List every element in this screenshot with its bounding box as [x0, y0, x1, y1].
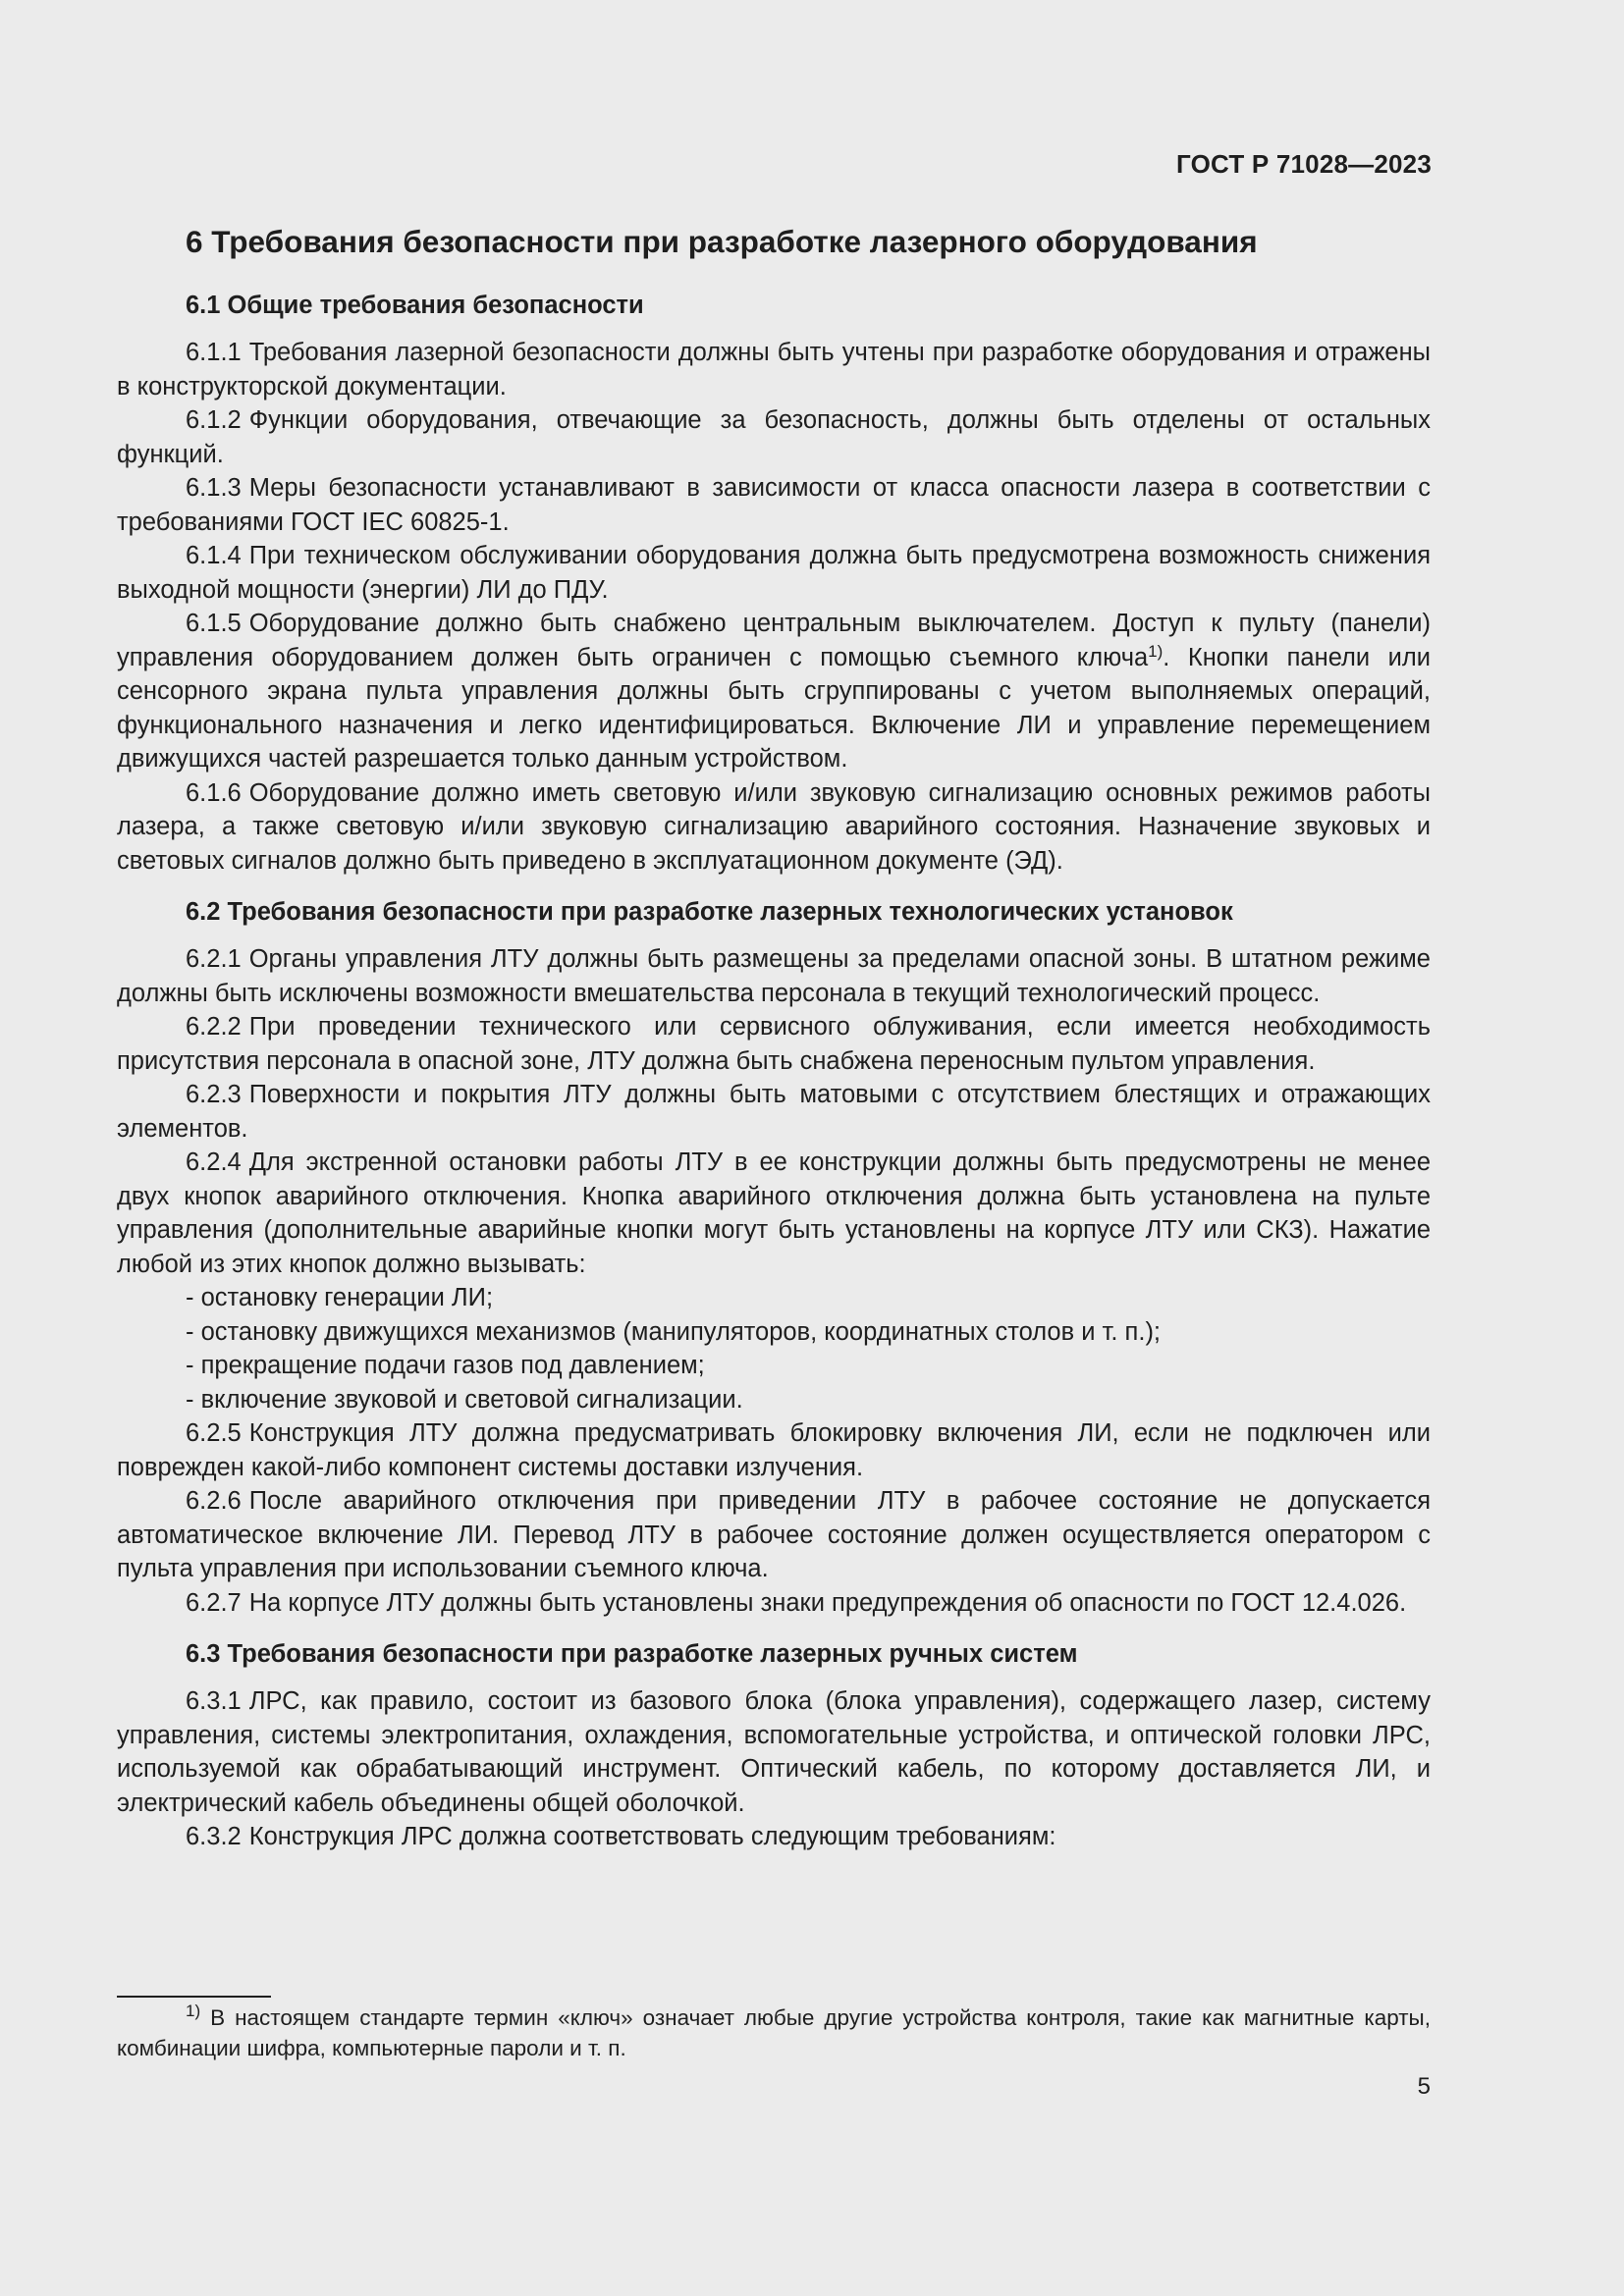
list-item: - остановку генерации ЛИ; [186, 1284, 494, 1311]
document-code-header: ГОСТ Р 71028—2023 [1176, 149, 1432, 179]
clause-text: После аварийного отключения при приведении ЛТУ в рабочее состояние не допускается автоматическое включение ЛИ. Перевод ЛТУ в рабочее состояние должен осуществляется оператором с пульта управления при использовании съемного ключа. [117, 1487, 1431, 1582]
clause-text: На корпусе ЛТУ должны быть установлены знаки предупреждения об опасности по ГОСТ 12.4.026. [248, 1588, 1407, 1617]
clause-number: 6.2.7 [186, 1588, 242, 1617]
footnote [117, 2002, 1431, 2063]
section-heading-6-3: 6.3 Требования безопасности при разработке лазерных ручных систем [186, 1640, 1078, 1668]
clause-text: При проведении технического или сервисного облуживания, если имеется необходимость присутствия персонала в опасной зоне, ЛТУ должна быть снабжена переносным пультом управления. [117, 1013, 1431, 1075]
clause-number: 6.1.1 [186, 339, 242, 366]
clause-6-2-6 [117, 1484, 1431, 1586]
clause-6-1-5 [117, 607, 1431, 776]
clause-text: Требования лазерной безопасности должны быть учтены при разработке оборудования и отражены в конструкторской документации. [117, 339, 1431, 400]
footnote-text: В настоящем стандарте термин «ключ» означает любые другие устройства контроля, такие как магнитные карты, комбинации шифра, компьютерные пароли и т. п. [117, 2005, 1431, 2060]
clause-text: ЛРС, как правило, состоит из базового блока (блока управления), содержащего лазер, систему управления, системы электропитания, охлаждения, вспомогательные устройства, и оптической головки ЛРС, используемой как обрабатывающий инструмент. Оптический кабель, по которому доставляется ЛИ, и электрический кабель объединены общей оболочкой. [117, 1687, 1431, 1817]
clause-number: 6.3.2 [186, 1823, 242, 1850]
footnote-marker: 1) [186, 2002, 201, 2020]
clause-text: Меры безопасности устанавливают в зависимости от класса опасности лазера в соответствии с требованиями ГОСТ IEC 60825-1. [117, 474, 1431, 536]
page-number: 5 [1417, 2073, 1431, 2100]
chapter-heading: 6 Требования безопасности при разработке лазерного оборудования [186, 224, 1258, 259]
clause-6-2-1 [117, 942, 1431, 1010]
clause-text: Органы управления ЛТУ должны быть размещены за пределами опасной зоны. В штатном режиме должны быть исключены возможности вмешательства персонала в текущий технологический процесс. [117, 945, 1431, 1007]
clause-number: 6.2.2 [186, 1013, 242, 1041]
clause-6-2-7 [117, 1586, 1431, 1621]
clause-number: 6.2.1 [186, 945, 242, 973]
section-heading-6-2: 6.2 Требования безопасности при разработке лазерных технологических установок [186, 898, 1233, 926]
clause-number: 6.3.1 [186, 1687, 242, 1715]
page-content [117, 222, 1431, 1854]
footnote-reference: 1) [1148, 641, 1164, 661]
clause-number: 6.1.6 [186, 778, 242, 807]
clause-text: Функции оборудования, отвечающие за безопасность, должны быть отделены от остальных функций. [117, 406, 1431, 468]
clause-number: 6.1.2 [186, 406, 242, 434]
clause-number: 6.2.6 [186, 1487, 242, 1515]
clause-number: 6.2.3 [186, 1081, 242, 1108]
clause-number: 6.1.4 [186, 542, 242, 569]
clause-6-1-1 [117, 336, 1431, 403]
clause-6-3-1 [117, 1684, 1431, 1820]
clause-number: 6.1.3 [186, 474, 242, 502]
clause-6-1-2 [117, 403, 1431, 471]
clause-number: 6.2.5 [186, 1419, 242, 1447]
clause-number: 6.1.5 [186, 610, 242, 637]
clause-6-2-5 [117, 1416, 1431, 1484]
clause-text: Для экстренной остановки работы ЛТУ в ее конструкции должны быть предусмотрены не менее двух кнопок аварийного отключения. Кнопка аварийного отключения должна быть установлена на пульте управления (дополнительные аварийные кнопки могут быть установлены на корпусе ЛТУ или СКЗ). Нажатие любой из этих кнопок должно вызывать: [117, 1148, 1431, 1278]
footnote-divider [117, 1996, 271, 1998]
section-heading-6-1: 6.1 Общие требования безопасности [186, 292, 644, 319]
clause-text-continued: . Кнопки панели или сенсорного экрана пульта управления должны быть сгруппированы с учетом выполняемых операций, функционального назначения и легко идентифицироваться. Включение ЛИ и управление перемещением движущихся частей разрешается только данным устройством. [117, 643, 1431, 773]
list-item: - остановку движущихся механизмов (манипуляторов, координатных столов и т. п.); [186, 1317, 1162, 1346]
clause-text: Конструкция ЛРС должна соответствовать следующим требованиям: [248, 1823, 1056, 1850]
clause-text: Поверхности и покрытия ЛТУ должны быть матовыми с отсутствием блестящих и отражающих элементов. [117, 1081, 1431, 1143]
clause-6-2-4 [117, 1146, 1431, 1281]
clause-text: При техническом обслуживании оборудования должна быть предусмотрена возможность снижения выходной мощности (энергии) ЛИ до ПДУ. [117, 542, 1431, 604]
clause-number: 6.2.4 [186, 1148, 242, 1176]
clause-6-3-2 [117, 1820, 1431, 1854]
clause-6-1-4 [117, 539, 1431, 607]
clause-text: Оборудование должно быть снабжено центральным выключателем. Доступ к пульту (панели) управления оборудованием должен быть ограничен с помощью съемного ключа [117, 610, 1431, 671]
clause-6-2-3 [117, 1078, 1431, 1146]
clause-6-1-3 [117, 471, 1431, 539]
clause-6-2-2 [117, 1010, 1431, 1078]
clause-6-1-6 [117, 776, 1431, 879]
list-item: - прекращение подачи газов под давлением; [186, 1352, 705, 1379]
list-item: - включение звуковой и световой сигнализации. [186, 1385, 743, 1414]
clause-text: Конструкция ЛТУ должна предусматривать блокировку включения ЛИ, если не подключен или поврежден какой-либо компонент системы доставки излучения. [117, 1419, 1431, 1481]
clause-text: Оборудование должно иметь световую и/или звуковую сигнализацию основных режимов работы лазера, а также световую и/или звуковую сигнализацию аварийного состояния. Назначение звуковых и световых сигналов должно быть приведено в эксплуатационном документе (ЭД). [117, 778, 1431, 875]
